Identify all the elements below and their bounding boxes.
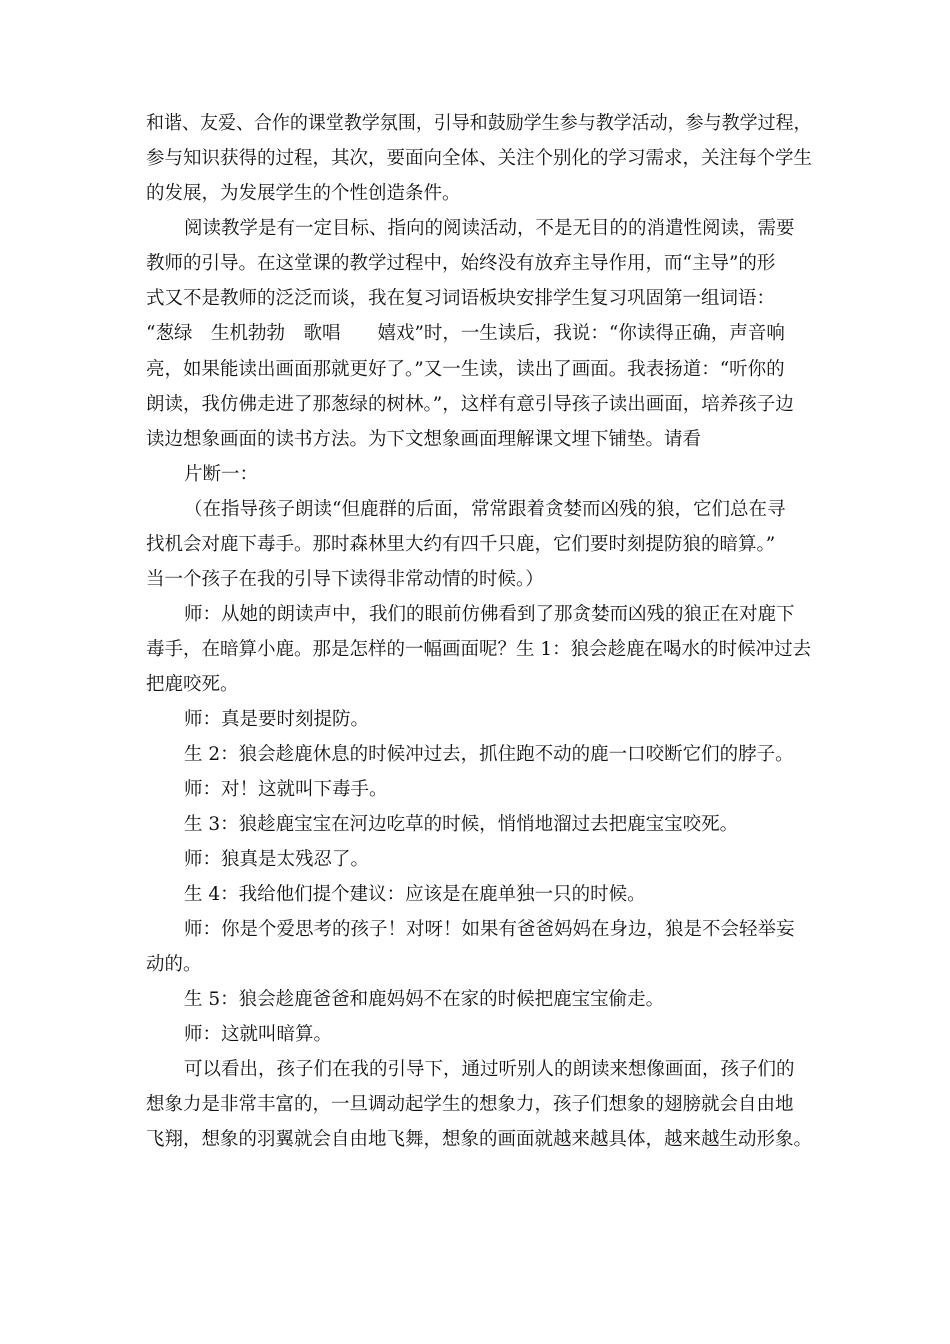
text-line: 的发展，为发展学生的个性创造条件。 xyxy=(146,183,461,204)
text-line: 毒手，在暗算小鹿。那是怎样的一幅画面呢？生 1：狼会趁鹿在喝水的时候冲过去 xyxy=(146,639,812,660)
text-line: 想象力是非常丰富的，一旦调动起学生的想象力，孩子们想象的翅膀就会自由地 xyxy=(146,1094,794,1115)
text-line: 参与知识获得的过程，其次，要面向全体、关注个别化的学习需求，关注每个学生 xyxy=(146,148,813,169)
text-line: 生 4：我给他们提个建议：应该是在鹿单独一只的时候。 xyxy=(184,884,646,905)
text-line: 当一个孩子在我的引导下读得非常动情的时候。） xyxy=(146,569,544,590)
text-line: 找机会对鹿下毒手。那时森林里大约有四千只鹿，它们要时刻提防狼的暗算。” xyxy=(146,534,776,555)
text-line: 飞翔，想象的羽翼就会自由地飞舞，想象的画面就越来越具体，越来越生动形象。 xyxy=(146,1129,813,1150)
text-line: 教师的引导。在这堂课的教学过程中，始终没有放弃主导作用，而“主导”的形 xyxy=(146,253,776,274)
text-line: （在指导孩子朗读“但鹿群的后面，常常跟着贪婪而凶残的狼，它们总在寻 xyxy=(184,499,786,520)
text-line: 读边想象画面的读书方法。为下文想象画面理解课文埋下铺垫。请看 xyxy=(146,429,702,450)
text-line: 把鹿咬死。 xyxy=(146,674,239,695)
text-line: 师：你是个爱思考的孩子！对呀！如果有爸爸妈妈在身边，狼是不会轻举妄 xyxy=(184,919,795,940)
text-line: 生 2：狼会趁鹿休息的时候冲过去，抓住跑不动的鹿一口咬断它们的脖子。 xyxy=(184,744,794,765)
text-line: 可以看出，孩子们在我的引导下，通过听别人的朗读来想像画面，孩子们的 xyxy=(184,1059,795,1080)
text-line: 式又不是教师的泛泛而谈，我在复习词语板块安排学生复习巩固第一组词语： xyxy=(146,288,776,309)
text-line: 师：对！这就叫下毒手。 xyxy=(184,779,388,800)
text-line: 阅读教学是有一定目标、指向的阅读活动，不是无目的的消遣性阅读，需要 xyxy=(184,218,795,239)
text-line: 片断一： xyxy=(184,464,259,485)
text-line: 师：从她的朗读声中，我们的眼前仿佛看到了那贪婪而凶残的狼正在对鹿下 xyxy=(184,604,795,625)
text-line: 动的。 xyxy=(146,954,202,975)
text-line: 生 3：狼趁鹿宝宝在河边吃草的时候，悄悄地溜过去把鹿宝宝咬死。 xyxy=(184,814,739,835)
text-line: 生 5：狼会趁鹿爸爸和鹿妈妈不在家的时候把鹿宝宝偷走。 xyxy=(184,989,665,1010)
text-line: 朗读，我仿佛走进了那葱绿的树林。”，这样有意引导孩子读出画面，培养孩子边 xyxy=(146,394,794,415)
text-line: 师：真是要时刻提防。 xyxy=(184,709,370,730)
text-line: 亮，如果能读出画面那就更好了。”又一生读，读出了画面。我表扬道：“听你的 xyxy=(146,359,785,380)
text-line: 和谐、友爱、合作的课堂教学氛围，引导和鼓励学生参与教学活动，参与教学过程， xyxy=(146,113,812,134)
text-line: 师：狼真是太残忍了。 xyxy=(184,849,370,870)
text-line: 师：这就叫暗算。 xyxy=(184,1024,333,1045)
text-line: “葱绿 生机勃勃 歌唱 嬉戏”时，一生读后，我说：“你读得正确，声音响 xyxy=(146,323,785,344)
